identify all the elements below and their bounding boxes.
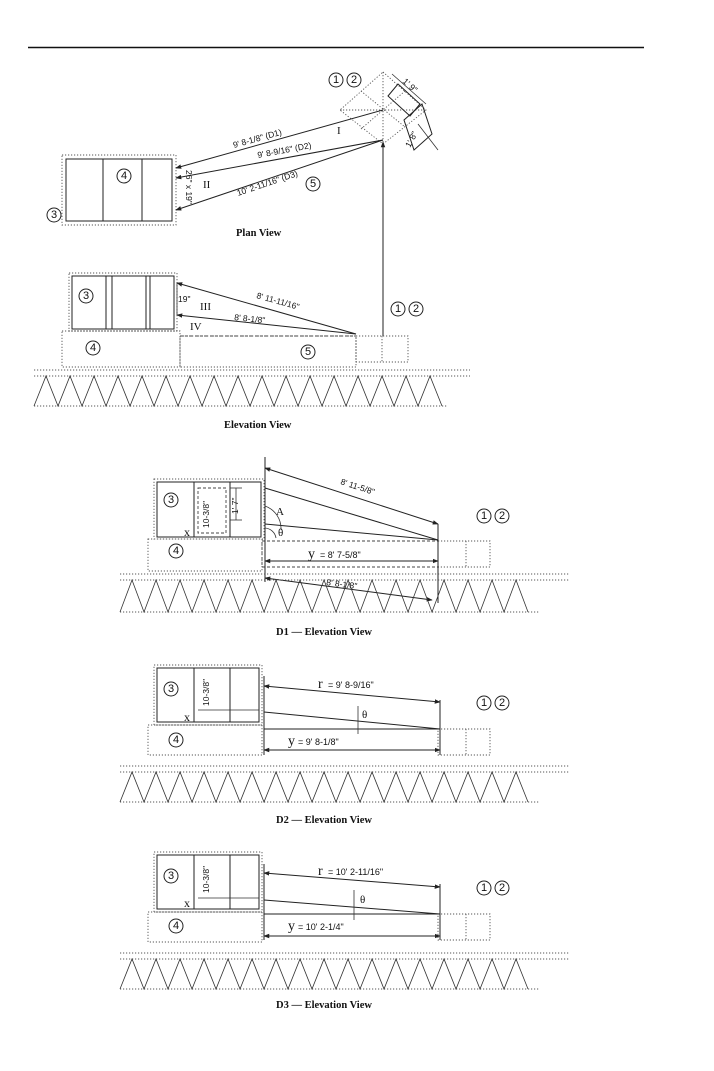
d3-vert-dim: 10-3/8" (201, 865, 211, 893)
plan-hood-width: 1' 9" (400, 76, 420, 95)
d3-num-1: 1 (480, 882, 488, 894)
d3-elevation-view (120, 852, 570, 1011)
d2-caption: D2 — Elevation View (276, 815, 372, 826)
d2-num-2: 2 (498, 697, 506, 709)
plan-box-size: 26" x 19" (184, 170, 194, 204)
elev-num-1: 1 (394, 303, 402, 315)
plan-hood-depth: 1' 8" (402, 129, 420, 149)
elev-ground-truss (34, 370, 470, 406)
d1-y-label: y (308, 547, 315, 562)
plan-label-d3: 10' 2-11/16" (D3) (235, 168, 299, 198)
plan-label-d2: 9' 8-9/16" (D2) (256, 140, 313, 160)
elev-zone-iii: III (200, 301, 211, 313)
d2-y-value: = 9' 8-1/8" (298, 737, 339, 747)
elevation-view (34, 273, 470, 431)
d2-num-1: 1 (480, 697, 488, 709)
d1-num-2: 2 (498, 510, 506, 522)
d1-num-1: 1 (480, 510, 488, 522)
d2-num-3: 3 (167, 683, 175, 695)
elev-num-5: 5 (304, 346, 312, 358)
elev-line-lower (177, 315, 356, 334)
d3-ground-truss (120, 953, 570, 989)
d1-num-4: 4 (172, 545, 180, 557)
d2-elevation-view (120, 665, 570, 826)
d3-num-2: 2 (498, 882, 506, 894)
d1-vert-dim: 10-3/8" (201, 500, 211, 528)
d3-num-3: 3 (167, 870, 175, 882)
plan-zone-i: I (337, 125, 341, 137)
elev-base (180, 336, 356, 367)
d1-elevation-view (120, 457, 570, 638)
elev-counter (62, 331, 180, 367)
plan-num-4: 4 (120, 170, 128, 182)
elev-upper-box (69, 273, 177, 331)
d1-ground-truss (120, 574, 570, 612)
elev-num-4: 4 (89, 342, 97, 354)
d1-caption: D1 — Elevation View (276, 627, 372, 638)
d2-r-value: = 9' 8-9/16" (328, 680, 374, 690)
elevation-view-caption: Elevation View (224, 420, 292, 431)
plan-appliance-box (62, 155, 176, 225)
d2-theta: θ (362, 709, 368, 721)
d1-x-label: x (184, 525, 190, 539)
d1-inner-dim: 1' 7" (230, 497, 240, 514)
d1-top-dim: 8' 11-5/8" (339, 476, 376, 497)
elev-zone-iv: IV (190, 321, 202, 333)
d3-theta: θ (360, 894, 366, 906)
plan-label-d1: 9' 8-1/8" (D1) (231, 126, 283, 150)
d1-num-3: 3 (167, 494, 175, 506)
d1-bottom-dim: 8' 8-1/8" (325, 577, 358, 592)
d1-theta: θ (278, 527, 284, 539)
elev-label-lower: 8' 8-1/8" (233, 312, 266, 326)
plan-num-1: 1 (332, 74, 340, 86)
d3-r-value: = 10' 2-11/16" (328, 867, 384, 877)
elev-label-height: 19" (178, 294, 191, 304)
d2-ground-truss (120, 766, 570, 802)
d3-y-value: = 10' 2-1/4" (298, 922, 344, 932)
d2-y-label: y (288, 734, 295, 749)
elev-num-2: 2 (412, 303, 420, 315)
plan-zone-ii: II (203, 179, 211, 191)
d1-y-value: = 8' 7-5/8" (320, 550, 361, 560)
plan-view-caption: Plan View (236, 228, 282, 239)
d2-x-label: x (184, 710, 190, 724)
d3-y-label: y (288, 919, 295, 934)
d2-r-label: r (318, 677, 323, 692)
d3-r-label: r (318, 864, 323, 879)
elev-label-upper: 8' 11-11/16" (255, 290, 301, 312)
d3-caption: D3 — Elevation View (276, 1000, 372, 1011)
elev-num-3: 3 (82, 290, 90, 302)
d1-angle-a: A (276, 506, 284, 518)
plan-num-3: 3 (50, 209, 58, 221)
d2-vert-dim: 10-3/8" (201, 678, 211, 706)
plan-num-2: 2 (350, 74, 358, 86)
d2-num-4: 4 (172, 734, 180, 746)
plan-num-5: 5 (309, 178, 317, 190)
d3-x-label: x (184, 896, 190, 910)
d3-num-4: 4 (172, 920, 180, 932)
